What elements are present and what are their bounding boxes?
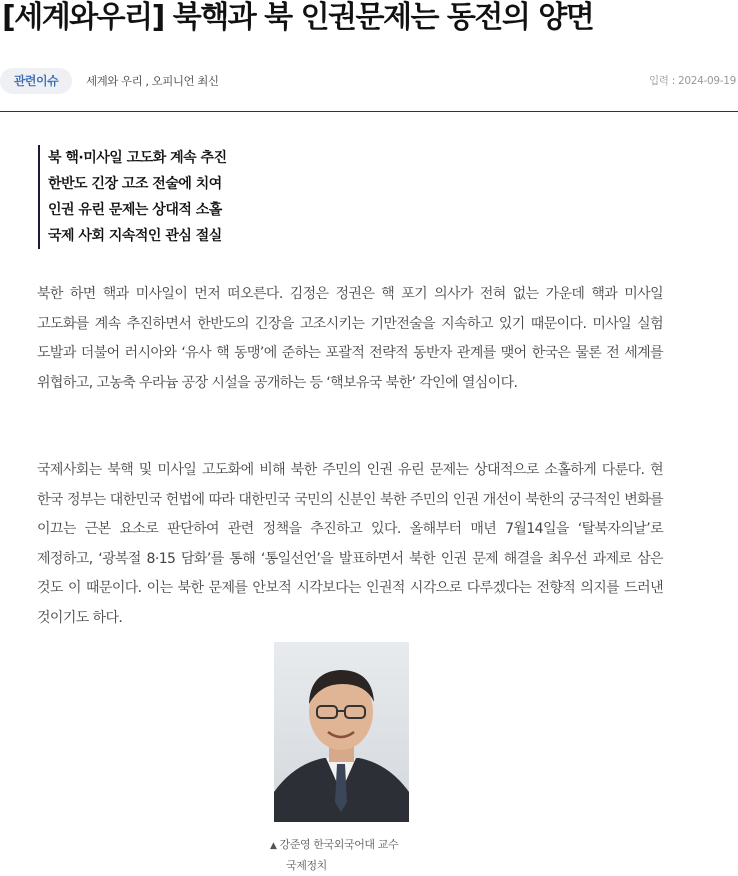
- article-paragraph: 북한 하면 핵과 미사일이 먼저 떠오른다. 김정은 정권은 핵 포기 의사가 전혀 없는 가운데 핵과 미사일 고도화를 계속 추진하면서 한반도의 긴장을 고조시키는 기만전술을 지속하고 있기 때문이다. 미사일 실험 도발과 더불어 러시아와 ‘유사 핵 동맹’에 준하는 포괄적 전략적 동반자 관계를 맺어 한국은 물론 전 세계를 위협하고, 고농축 우라늄 공장 시설을 공개하는 등 ‘핵보유국 북한’ 각인에 열심이다.: [37, 286, 663, 391]
- caption-triangle-icon: ▲: [270, 841, 277, 851]
- header-divider: [0, 111, 738, 112]
- author-photo: [274, 642, 409, 822]
- summary-box: [38, 145, 308, 249]
- article-meta: [0, 68, 738, 94]
- caption-name: 강준영 한국외국어대 교수: [279, 838, 399, 851]
- summary-line: 국제 사회 지속적인 관심 절실: [48, 228, 222, 244]
- caption-field: 국제정치: [286, 859, 327, 872]
- article-title: [세계와우리] 북핵과 북 인권문제는 동전의 양면: [2, 0, 594, 35]
- summary-line: 인권 유린 문제는 상대적 소홀: [48, 202, 222, 218]
- summary-line: 북 핵·미사일 고도화 계속 추진: [48, 150, 227, 166]
- photo-caption: [270, 835, 470, 875]
- publish-date: 입력 : 2024-09-19: [648, 75, 736, 87]
- author-portrait-icon: [274, 642, 409, 822]
- related-issue-badge[interactable]: 관련이슈: [0, 68, 72, 94]
- category-links[interactable]: 세계와 우리 , 오피니언 최신: [86, 74, 219, 88]
- article-paragraph: 국제사회는 북핵 및 미사일 고도화에 비해 북한 주민의 인권 유린 문제는 상대적으로 소홀하게 다룬다. 현 한국 정부는 대한민국 헌법에 따라 대한민국 국민의 신분인 북한 주민의 인권 개선이 북한의 궁극적인 변화를 이끄는 근본 요소로 판단하여 관련 정책을 추진하고 있다. 올해부터 매년 7월14일을 ‘탈북자의날’로 제정하고, ‘광복절 8·15 담화’를 통해 ‘통일선언’을 발표하면서 북한 인권 문제 해결을 최우선 과제로 삼은 것도 이 때문이다. 이는 북한 문제를 안보적 시각보다는 인권적 시각으로 다루겠다는 전향적 의지를 드러낸 것이기도 하다.: [37, 462, 663, 626]
- summary-line: 한반도 긴장 고조 전술에 치여: [48, 176, 222, 192]
